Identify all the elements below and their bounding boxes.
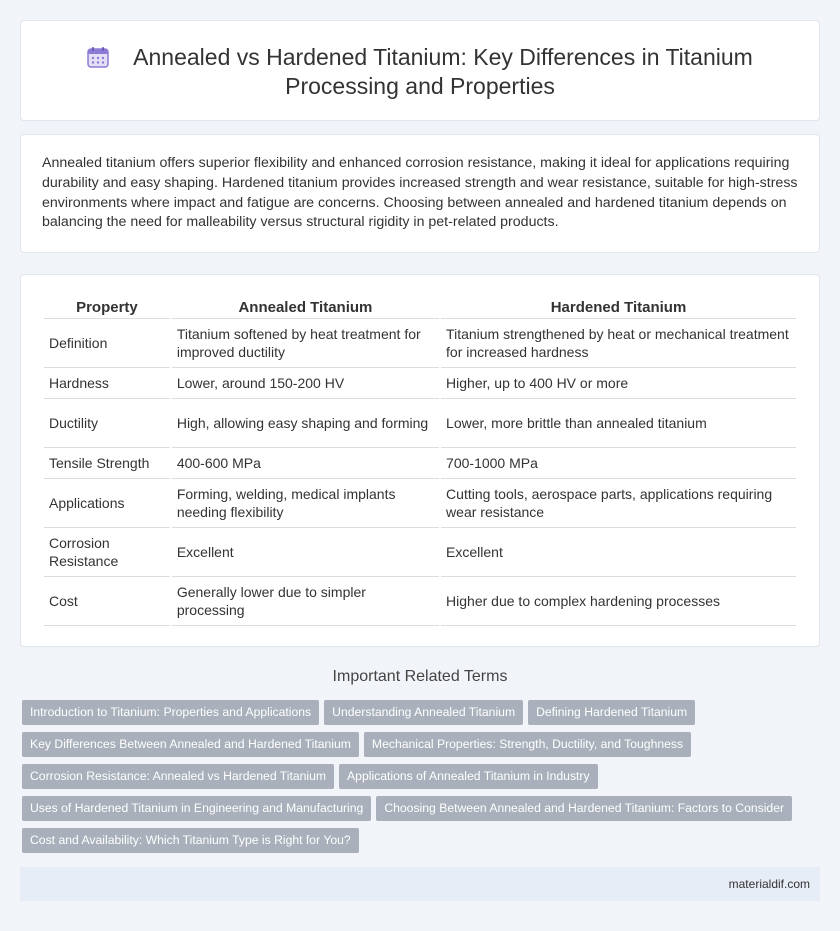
intro-card [20,134,820,253]
tag-row [22,732,822,764]
related-term-tag[interactable]: Corrosion Resistance: Annealed vs Hardened Titanium [22,764,334,789]
table-cell-property: Tensile Strength [44,448,170,479]
related-term-tag[interactable]: Cost and Availability: Which Titanium Type is Right for You? [22,828,359,853]
table-cell-property: Corrosion Resistance [44,528,170,577]
related-term-tag[interactable]: Introduction to Titanium: Properties and Applications [22,700,319,725]
table-row [44,368,796,399]
table-cell-hardened: Excellent [441,528,796,577]
table-cell-property: Definition [44,319,170,368]
table-cell-property: Applications [44,479,170,528]
related-term-tag[interactable]: Uses of Hardened Titanium in Engineering and Manufacturing [22,796,371,821]
related-term-tag[interactable]: Defining Hardened Titanium [528,700,695,725]
table-cell-hardened: Lower, more brittle than annealed titanium [441,399,796,448]
related-term-tag[interactable]: Understanding Annealed Titanium [324,700,523,725]
related-term-tag[interactable]: Key Differences Between Annealed and Hardened Titanium [22,732,359,757]
comparison-table [42,295,798,626]
table-cell-annealed: 400-600 MPa [172,448,439,479]
table-cell-hardened: Higher due to complex hardening processes [441,577,796,626]
header-card [20,20,820,121]
table-row [44,479,796,528]
table-cell-hardened: Higher, up to 400 HV or more [441,368,796,399]
related-term-tag[interactable]: Choosing Between Annealed and Hardened Titanium: Factors to Consider [376,796,792,821]
comparison-table-card [20,274,820,647]
table-cell-hardened: 700-1000 MPa [441,448,796,479]
table-cell-hardened: Titanium strengthened by heat or mechanical treatment for increased hardness [441,319,796,368]
table-cell-annealed: Lower, around 150-200 HV [172,368,439,399]
table-cell-property: Cost [44,577,170,626]
table-cell-hardened: Cutting tools, aerospace parts, applications requiring wear resistance [441,479,796,528]
table-row [44,319,796,368]
table-row [44,577,796,626]
table-header-row [44,295,796,319]
calendar-icon [87,46,109,68]
tag-row [22,828,822,860]
header-property: Property [44,295,170,319]
table-cell-property: Hardness [44,368,170,399]
tag-row [22,700,822,732]
table-cell-annealed: High, allowing easy shaping and forming [172,399,439,448]
table-cell-annealed: Excellent [172,528,439,577]
related-term-tag[interactable]: Mechanical Properties: Strength, Ductility, and Toughness [364,732,691,757]
table-cell-annealed: Generally lower due to simpler processing [172,577,439,626]
footer [20,867,820,901]
related-terms-list [22,700,822,860]
header-annealed: Annealed Titanium [172,295,439,319]
page-title-wrap [61,43,779,101]
page-title: Annealed vs Hardened Titanium: Key Differences in Titanium Processing and Properties [133,44,753,99]
footer-site-link[interactable]: materialdif.com [728,877,810,891]
tag-row [22,764,822,796]
table-cell-annealed: Titanium softened by heat treatment for improved ductility [172,319,439,368]
table-row [44,528,796,577]
related-terms-heading: Important Related Terms [332,668,508,685]
tag-row [22,796,822,828]
table-row [44,448,796,479]
table-cell-annealed: Forming, welding, medical implants needing flexibility [172,479,439,528]
table-cell-property: Ductility [44,399,170,448]
related-term-tag[interactable]: Applications of Annealed Titanium in Industry [339,764,598,789]
intro-paragraph: Annealed titanium offers superior flexibility and enhanced corrosion resistance, making it ideal for applications requiring durability and easy shaping. Hardened titanium provides increased strength and wear resistance, suitable for high-stress environments where impact and fatigue are concerns. Choosing between annealed and hardened titanium depends on balancing the need for malleability versus structural rigidity in pet-related products. [42,155,798,231]
table-row [44,399,796,448]
header-hardened: Hardened Titanium [441,295,796,319]
